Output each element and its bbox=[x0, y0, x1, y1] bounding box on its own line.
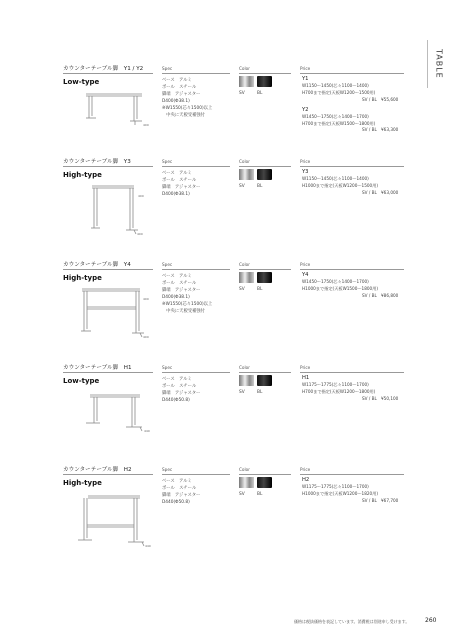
rule-title bbox=[63, 166, 153, 167]
footnote: 価格は税抜価格を表記しています。消費税は別途申し受けます。 bbox=[294, 619, 410, 624]
section-title: カウンターテーブル脚 Y3 bbox=[63, 159, 131, 165]
table-leg-drawing bbox=[64, 177, 154, 243]
swatch-label-sv: SV bbox=[239, 390, 245, 395]
spec-text: ベース アルミ ポール スチール 脚端 アジャスター D400(Φ38.1) bbox=[162, 171, 201, 197]
color-swatch-bl[interactable] bbox=[257, 272, 272, 283]
price-value: SV / BL ¥63,300 bbox=[362, 127, 399, 132]
side-tab[interactable] bbox=[427, 40, 450, 88]
type-label: Low-type bbox=[63, 377, 100, 385]
color-swatch-bl[interactable] bbox=[257, 169, 272, 180]
color-swatch-sv[interactable] bbox=[239, 272, 254, 283]
price-header: Price bbox=[300, 262, 311, 267]
swatch-label-bl: BL bbox=[257, 390, 263, 395]
table-leg-drawing bbox=[64, 387, 154, 447]
price-code: Y1 bbox=[302, 76, 309, 82]
swatch-label-bl: BL bbox=[257, 492, 263, 497]
color-header: Color bbox=[239, 467, 250, 472]
section-title: カウンターテーブル脚 H1 bbox=[63, 365, 132, 371]
swatch-label-bl: BL bbox=[257, 184, 263, 189]
color-swatch-sv[interactable] bbox=[239, 375, 254, 386]
rule-price bbox=[300, 73, 404, 74]
color-swatch-bl[interactable] bbox=[257, 76, 272, 87]
color-swatch-bl[interactable] bbox=[257, 375, 272, 386]
dimension-label: 440 bbox=[144, 429, 150, 433]
section-title: カウンターテーブル脚 Y4 bbox=[63, 262, 131, 268]
price-spec-line: W1175〜1775(芯々1100〜1700) bbox=[302, 382, 369, 387]
color-header: Color bbox=[239, 262, 250, 267]
rule-spec bbox=[162, 166, 230, 167]
price-code: Y3 bbox=[302, 169, 309, 175]
rule-color bbox=[239, 166, 291, 167]
rule-color bbox=[239, 73, 291, 74]
dimension-label: 400 bbox=[137, 232, 143, 236]
rule-price bbox=[300, 474, 404, 475]
swatch-label-sv: SV bbox=[239, 492, 245, 497]
dimension-label: 400 bbox=[143, 297, 149, 301]
rule-title bbox=[63, 474, 153, 475]
price-value: SV / BL ¥86,800 bbox=[362, 293, 399, 298]
price-value: SV / BL ¥67,700 bbox=[362, 498, 399, 503]
spec-text: ベース アルミ ポール スチール 脚端 アジャスター D400(Φ38.1) ※W1550(芯々1500)以上 中央に天板受補強付 bbox=[162, 78, 213, 118]
rule-price bbox=[300, 166, 404, 167]
price-header: Price bbox=[300, 467, 311, 472]
price-code: H1 bbox=[302, 375, 310, 381]
spec-text: ベース アルミ ポール スチール 脚端 アジャスター D400(Φ38.1) ※W1550(芯々1500)以上 中央に天板受補強付 bbox=[162, 274, 213, 314]
section-title: カウンターテーブル脚 H2 bbox=[63, 467, 132, 473]
rule-spec bbox=[162, 73, 230, 74]
swatch-label-bl: BL bbox=[257, 287, 263, 292]
type-label: Low-type bbox=[63, 78, 100, 86]
price-header: Price bbox=[300, 66, 311, 71]
section-title: カウンターテーブル脚 Y1 / Y2 bbox=[63, 66, 144, 72]
rule-spec bbox=[162, 474, 230, 475]
spec-header: Spec bbox=[162, 365, 173, 370]
swatch-label-sv: SV bbox=[239, 287, 245, 292]
spec-header: Spec bbox=[162, 467, 173, 472]
price-spec-line: W1450〜1750(芯々1400〜1700) bbox=[302, 114, 369, 119]
swatch-label-sv: SV bbox=[239, 91, 245, 96]
price-value: SV / BL ¥55,600 bbox=[362, 97, 399, 102]
rule-color bbox=[239, 269, 291, 270]
price-spec-line: H1000まで指定(天板W1500〜1800用) bbox=[302, 286, 379, 291]
price-spec-line: W1450〜1750(芯々1400〜1700) bbox=[302, 279, 369, 284]
spec-header: Spec bbox=[162, 66, 173, 71]
price-spec-line: H700まで指定(天板W1200〜1800用) bbox=[302, 389, 376, 394]
color-header: Color bbox=[239, 66, 250, 71]
price-code: H2 bbox=[302, 477, 310, 483]
price-spec-line: H1000まで指定(天板W1200〜1820用) bbox=[302, 491, 379, 496]
price-header: Price bbox=[300, 159, 311, 164]
type-label: High-type bbox=[63, 171, 102, 179]
dimension-label: 440 bbox=[145, 544, 151, 548]
dimension-label: 400 bbox=[143, 123, 149, 127]
color-header: Color bbox=[239, 365, 250, 370]
table-leg-drawing bbox=[64, 485, 154, 555]
price-spec-line: H700まで指定(天板W1500〜1800用) bbox=[302, 121, 376, 126]
price-spec-line: W1175〜1775(芯々1100〜1700) bbox=[302, 484, 369, 489]
swatch-label-bl: BL bbox=[257, 91, 263, 96]
price-code: Y4 bbox=[302, 272, 309, 278]
price-spec-line: W1150〜1450(芯々1100〜1400) bbox=[302, 83, 369, 88]
color-swatch-sv[interactable] bbox=[239, 477, 254, 488]
type-label: High-type bbox=[63, 274, 102, 282]
color-header: Color bbox=[239, 159, 250, 164]
rule-price bbox=[300, 269, 404, 270]
spec-text: ベース アルミ ポール スチール 脚端 アジャスター D440(Φ50.8) bbox=[162, 377, 201, 403]
spec-header: Spec bbox=[162, 262, 173, 267]
page-number: 260 bbox=[425, 617, 437, 624]
rule-title bbox=[63, 73, 153, 74]
rule-color bbox=[239, 372, 291, 373]
rule-title bbox=[63, 269, 153, 270]
rule-spec bbox=[162, 372, 230, 373]
rule-color bbox=[239, 474, 291, 475]
price-spec-line: H1000まで指定(天板W1200〜1500用) bbox=[302, 183, 379, 188]
price-value: SV / BL ¥50,100 bbox=[362, 396, 399, 401]
price-header: Price bbox=[300, 365, 311, 370]
rule-spec bbox=[162, 269, 230, 270]
price-value: SV / BL ¥63,000 bbox=[362, 190, 399, 195]
price-code: Y2 bbox=[302, 107, 309, 113]
dimension-label: 400 bbox=[138, 194, 144, 198]
price-spec-line: W1150〜1450(芯々1100〜1400) bbox=[302, 176, 369, 181]
type-label: High-type bbox=[63, 479, 102, 487]
table-leg-drawing bbox=[64, 88, 154, 148]
dimension-label: 400 bbox=[143, 335, 149, 339]
spec-text: ベース アルミ ポール スチール 脚端 アジャスター D440(Φ50.8) bbox=[162, 479, 201, 505]
side-tab-label: TABLE bbox=[434, 49, 444, 79]
spec-header: Spec bbox=[162, 159, 173, 164]
table-leg-drawing bbox=[64, 280, 154, 346]
color-swatch-sv[interactable] bbox=[239, 169, 254, 180]
price-spec-line: H700まで指定(天板W1200〜1500用) bbox=[302, 90, 376, 95]
color-swatch-sv[interactable] bbox=[239, 76, 254, 87]
swatch-label-sv: SV bbox=[239, 184, 245, 189]
rule-price bbox=[300, 372, 404, 373]
rule-title bbox=[63, 372, 153, 373]
color-swatch-bl[interactable] bbox=[257, 477, 272, 488]
